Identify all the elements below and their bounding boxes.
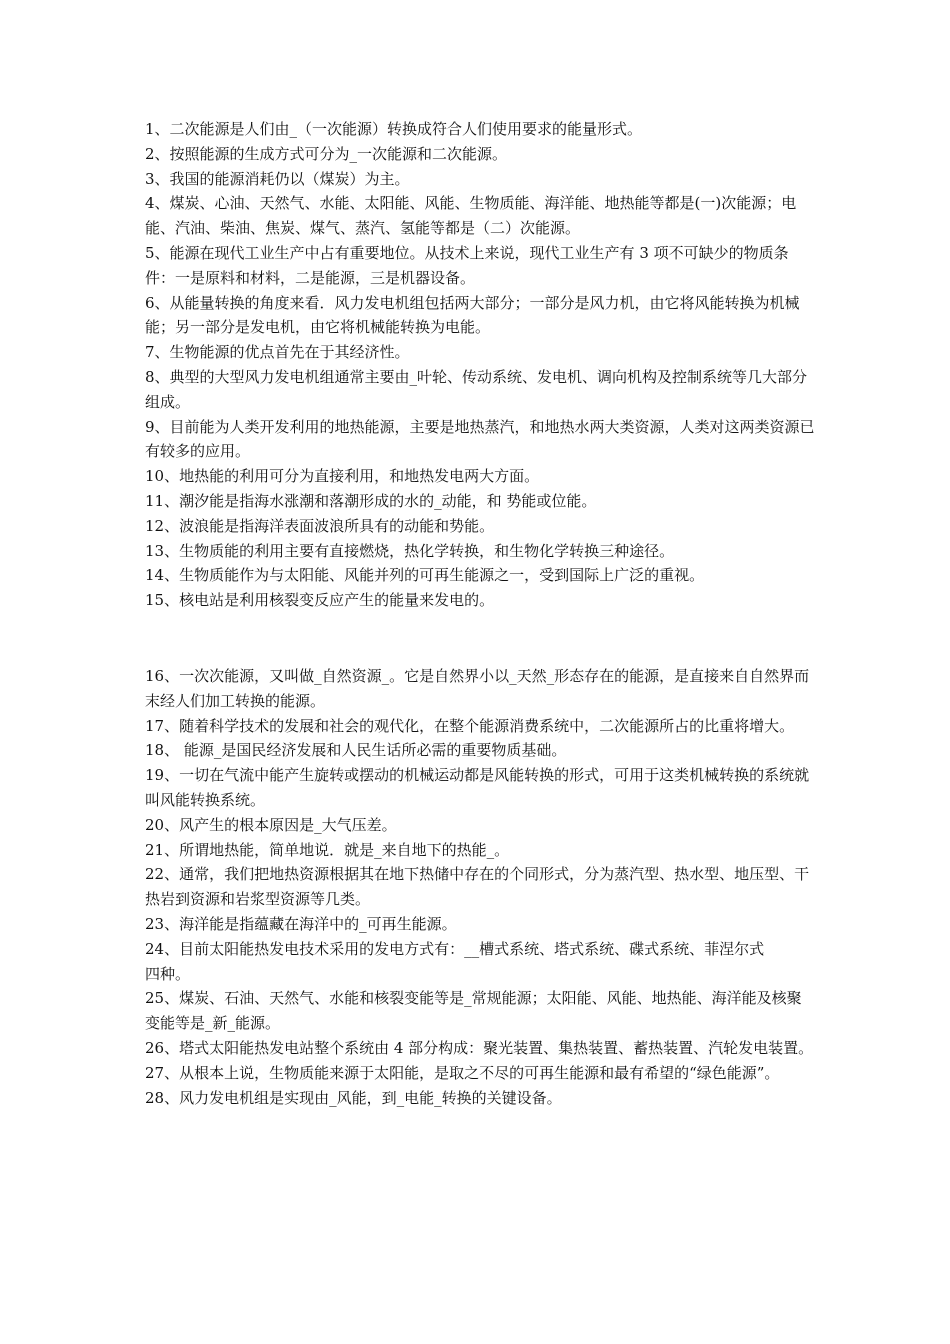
question-list-2 bbox=[145, 664, 815, 1110]
list-item: 17、随着科学技术的发展和社会的观代化，在整个能源消费系统中，二次能源所占的比重将增大。 bbox=[145, 716, 795, 735]
list-item: 7、生物能源的优点首先在于其经济性。 bbox=[145, 343, 410, 362]
list-item: 12、波浪能是指海洋表面波浪所具有的动能和势能。 bbox=[145, 516, 495, 535]
list-item: 16、一次次能源，又叫做_自然资源_。它是自然界小以_天然_形态存在的能源，是直接来自自然界而末经人们加工转换的能源。 bbox=[145, 667, 810, 710]
list-item: 15、核电站是利用核裂变反应产生的能量来发电的。 bbox=[145, 591, 495, 610]
list-item: 4、煤炭、心油、天然气、水能、太阳能、风能、生物质能、海洋能、地热能等都是(一)次能源；电能、汽油、柴油、焦炭、煤气、蒸汽、氢能等都是（二）次能源。 bbox=[145, 194, 797, 238]
list-item: 13、生物质能的利用主要有直接燃烧，热化学转换，和生物化学转换三种途径。 bbox=[145, 541, 675, 560]
list-item: 5、能源在现代工业生产中占有重要地位。从技术上来说，现代工业生产有 3 项不可缺少的物质条件：一是原料和材料，二是能源，三是机器设备。 bbox=[145, 243, 789, 287]
list-item: 25、煤炭、石油、天然气、水能和核裂变能等是_常规能源；太阳能、风能、地热能、海洋能及核聚变能等是_新_能源。 bbox=[145, 989, 802, 1033]
list-item: 27、从根本上说，生物质能来源于太阳能，是取之不尽的可再生能源和最有希望的“绿色能源”。 bbox=[145, 1063, 780, 1082]
list-item: 21、所谓地热能，简单地说．就是_来自地下的热能_。 bbox=[145, 840, 510, 859]
list-item: 19、一切在气流中能产生旋转或摆动的机械运动都是风能转换的形式，可用于这类机械转换的系统就叫风能转换系统。 bbox=[145, 766, 810, 809]
list-item: 24、目前太阳能热发电技术采用的发电方式有：__槽式系统、塔式系统、碟式系统、菲涅尔式 bbox=[145, 939, 765, 958]
list-item: 9、目前能为人类开发利用的地热能源，主要是地热蒸汽，和地热水两大类资源，人类对这两类资源已有较多的应用。 bbox=[145, 417, 815, 461]
list-item: 3、我国的能源消耗仍以（煤炭）为主。 bbox=[145, 169, 410, 188]
list-item: 28、风力发电机组是实现由_风能，到_电能_转换的关键设备。 bbox=[145, 1088, 562, 1107]
list-item: 26、塔式太阳能热发电站整个系统由 4 部分构成：聚光装置、集热装置、蓄热装置、汽轮发电装置。 bbox=[145, 1038, 814, 1057]
list-item: 23、海洋能是指蕴藏在海洋中的_可再生能源。 bbox=[145, 914, 457, 933]
list-item: 20、风产生的根本原因是_大气压差。 bbox=[145, 815, 397, 834]
question-list-1 bbox=[145, 117, 815, 613]
list-item: 14、生物质能作为与太阳能、风能并列的可再生能源之一，受到国际上广泛的重视。 bbox=[145, 566, 705, 585]
list-item: 四种。 bbox=[145, 964, 191, 983]
list-item: 8、典型的大型风力发电机组通常主要由_叶轮、传动系统、发电机、调向机构及控制系统等几大部分组成。 bbox=[145, 367, 808, 411]
list-item: 6、从能量转换的角度来看．风力发电机组包括两大部分；一部分是风力机，由它将风能转换为机械能；另一部分是发电机，由它将机械能转换为电能。 bbox=[145, 293, 800, 337]
list-item: 10、地热能的利用可分为直接利用，和地热发电两大方面。 bbox=[145, 467, 540, 486]
list-item: 2、按照能源的生成方式可分为_一次能源和二次能源。 bbox=[145, 144, 508, 163]
list-item: 22、通常，我们把地热资源根据其在地下热储中存在的个同形式，分为蒸汽型、热水型、地压型、干热岩到资源和岩浆型资源等几类。 bbox=[145, 865, 810, 909]
list-item: 1、二次能源是人们由_（一次能源）转换成符合人们使用要求的能量形式。 bbox=[145, 120, 643, 138]
list-item: 11、潮汐能是指海水涨潮和落潮形成的水的_动能，和 势能或位能。 bbox=[145, 491, 597, 510]
list-item: 18、 能源_是国民经济发展和人民生话所必需的重要物质基础。 bbox=[145, 741, 567, 760]
